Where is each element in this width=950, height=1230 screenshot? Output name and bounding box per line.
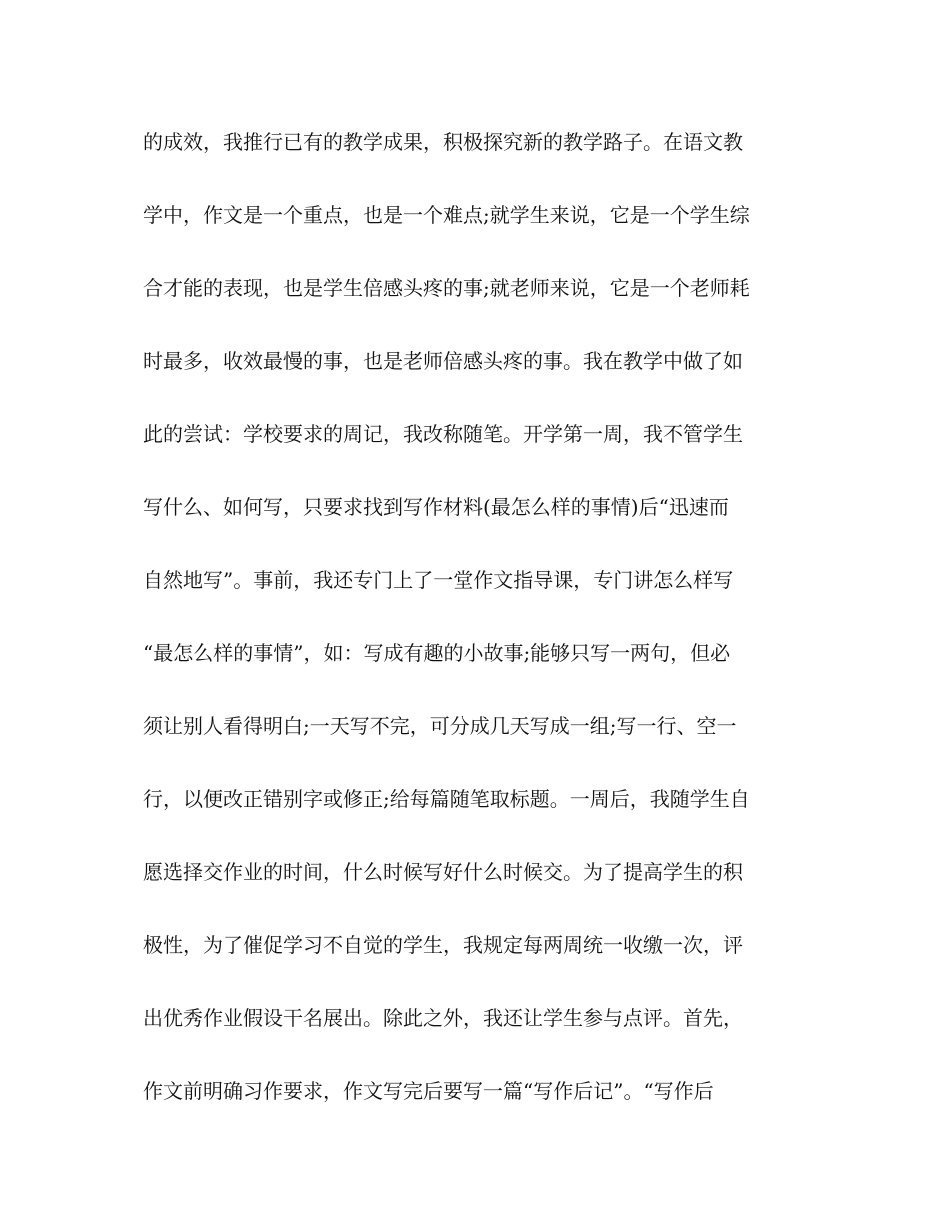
text-line: 时最多，收效最慢的事，也是老师倍感头疼的事。我在教学中做了如: [143, 349, 743, 373]
text-line: 学中，作文是一个重点，也是一个难点;就学生来说，它是一个学生综: [143, 203, 750, 227]
text-line: 合才能的表现，也是学生倍感头疼的事;就老师来说，它是一个老师耗: [143, 276, 750, 300]
text-line: 行，以便改正错别字或修正;给每篇随笔取标题。一周后，我随学生自: [143, 787, 750, 811]
text-line: 自然地写”。事前，我还专门上了一堂作文指导课，专门讲怎么样写: [143, 568, 734, 592]
text-line: 此的尝试：学校要求的周记，我改称随笔。开学第一周，我不管学生: [143, 422, 743, 446]
text-line: 出优秀作业假设干名展出。除此之外，我还让学生参与点评。首先，: [143, 1006, 743, 1030]
text-line: 写什么、如何写，只要求找到写作材料(最怎么样的事情)后“迅速而: [143, 495, 729, 519]
text-line: 极性，为了催促学习不自觉的学生，我规定每两周统一收缴一次，评: [143, 933, 743, 957]
text-line: “最怎么样的事情”，如：写成有趣的小故事;能够只写一两句，但必: [143, 641, 731, 665]
body-text: [143, 124, 823, 1146]
text-line: 须让别人看得明白;一天写不完，可分成几天写成一组;写一行、空一: [143, 714, 737, 738]
text-line: 的成效，我推行已有的教学成果，积极探究新的教学路子。在语文教: [143, 130, 743, 154]
text-line: 愿选择交作业的时间，什么时候写好什么时候交。为了提高学生的积: [143, 860, 743, 884]
text-line: 作文前明确习作要求，作文写完后要写一篇“写作后记”。“写作后: [143, 1079, 714, 1103]
